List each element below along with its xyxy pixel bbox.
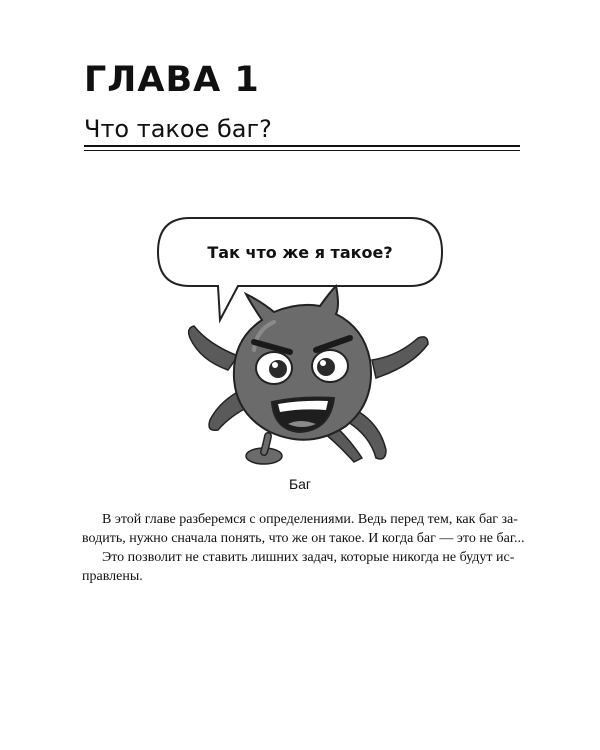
- body-line: правлены.: [82, 569, 143, 584]
- chapter-title: Что такое баг?: [84, 115, 272, 143]
- title-rule-thin: [84, 150, 520, 151]
- chapter-label: ГЛАВА 1: [84, 60, 260, 100]
- body-line: В этой главе разберемся с определениями. Ведь перед тем, как баг за-: [102, 512, 518, 527]
- figure-caption: Баг: [288, 476, 312, 492]
- body-line: Это позволит не ставить лишних задач, которые никогда не будут ис-: [102, 550, 515, 565]
- title-rule-thick: [84, 145, 520, 147]
- speech-bubble-text: Так что же я такое?: [207, 243, 393, 262]
- body-line: водить, нужно сначала понять, что же он такое. И когда баг — это не баг...: [82, 531, 525, 546]
- body-paragraph: [82, 510, 525, 586]
- bug-illustration: [150, 210, 450, 472]
